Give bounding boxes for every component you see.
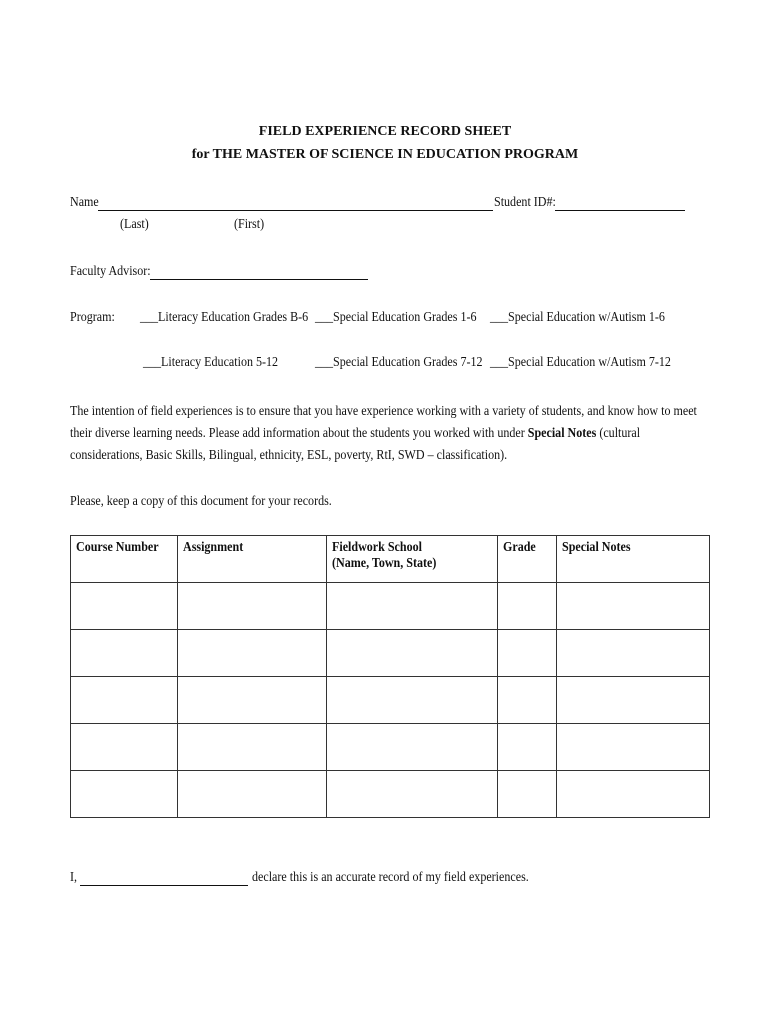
table-cell[interactable]: [557, 630, 710, 677]
table-row: [71, 724, 710, 771]
record-table: [70, 535, 710, 818]
intro-text-end: (cultural considerations, Basic Skills, Bilingual, ethnicity, ESL, poverty, RtI, SWD – classification).: [70, 426, 641, 463]
faculty-advisor-field[interactable]: [150, 279, 368, 280]
form-subtitle: for THE MASTER OF SCIENCE IN EDUCATION PROGRAM: [191, 147, 579, 162]
declaration-signature-field[interactable]: [80, 885, 248, 886]
table-cell[interactable]: [178, 677, 326, 724]
student-id-label: Student ID#:: [494, 195, 556, 210]
program-option[interactable]: ___Literacy Education Grades B-6: [140, 310, 309, 325]
program-option[interactable]: ___Literacy Education 5-12: [143, 355, 279, 370]
table-cell[interactable]: [71, 583, 178, 630]
declaration-prefix: I,: [70, 870, 78, 885]
special-notes-emphasis: Special Notes: [527, 426, 597, 441]
table-row: [71, 771, 710, 818]
table-cell[interactable]: [557, 724, 710, 771]
keep-copy-note: Please, keep a copy of this document for your records.: [70, 494, 332, 509]
table-cell[interactable]: [326, 583, 497, 630]
col-header-assignment: Assignment: [178, 536, 326, 583]
program-option[interactable]: ___Special Education w/Autism 7-12: [490, 355, 671, 370]
table-cell[interactable]: [178, 583, 326, 630]
table-cell[interactable]: [497, 630, 556, 677]
intro-text: The intention of field experiences is to ensure that you have experience working with a variety of students, and know how to meet their diverse learning needs. Please add information about the students you worked with under: [70, 404, 697, 441]
student-id-field[interactable]: [555, 210, 685, 211]
table-cell[interactable]: [557, 677, 710, 724]
table-cell[interactable]: [71, 677, 178, 724]
col-header-grade: Grade: [497, 536, 556, 583]
table-cell[interactable]: [497, 583, 556, 630]
table-cell[interactable]: [497, 724, 556, 771]
table-cell[interactable]: [326, 630, 497, 677]
program-option[interactable]: ___Special Education Grades 1-6: [315, 310, 477, 325]
table-row: [71, 677, 710, 724]
program-option[interactable]: ___Special Education w/Autism 1-6: [490, 310, 665, 325]
table-row: [71, 583, 710, 630]
table-cell[interactable]: [557, 583, 710, 630]
col-header-course-number: Course Number: [71, 536, 178, 583]
table-cell[interactable]: [178, 771, 326, 818]
first-name-caption: (First): [234, 217, 265, 232]
program-label: Program:: [70, 310, 115, 325]
faculty-advisor-label: Faculty Advisor:: [70, 264, 151, 279]
table-cell[interactable]: [71, 771, 178, 818]
table-cell[interactable]: [497, 677, 556, 724]
declaration-text: declare this is an accurate record of my field experiences.: [252, 870, 529, 885]
table-cell[interactable]: [326, 677, 497, 724]
name-label: Name: [70, 195, 99, 210]
intro-paragraph: [70, 401, 702, 467]
table-row: [71, 630, 710, 677]
table-cell[interactable]: [557, 771, 710, 818]
table-cell[interactable]: [71, 630, 178, 677]
table-cell[interactable]: [326, 724, 497, 771]
col-header-special-notes: Special Notes: [557, 536, 710, 583]
form-title: FIELD EXPERIENCE RECORD SHEET: [258, 124, 512, 139]
program-option[interactable]: ___Special Education Grades 7-12: [315, 355, 483, 370]
table-cell[interactable]: [497, 771, 556, 818]
name-field[interactable]: [98, 210, 493, 211]
table-cell[interactable]: [178, 724, 326, 771]
table-header-row: [71, 536, 710, 583]
table-cell[interactable]: [178, 630, 326, 677]
last-name-caption: (Last): [120, 217, 149, 232]
table-cell[interactable]: [326, 771, 497, 818]
col-header-fieldwork-school: Fieldwork School (Name, Town, State): [326, 536, 497, 583]
table-cell[interactable]: [71, 724, 178, 771]
